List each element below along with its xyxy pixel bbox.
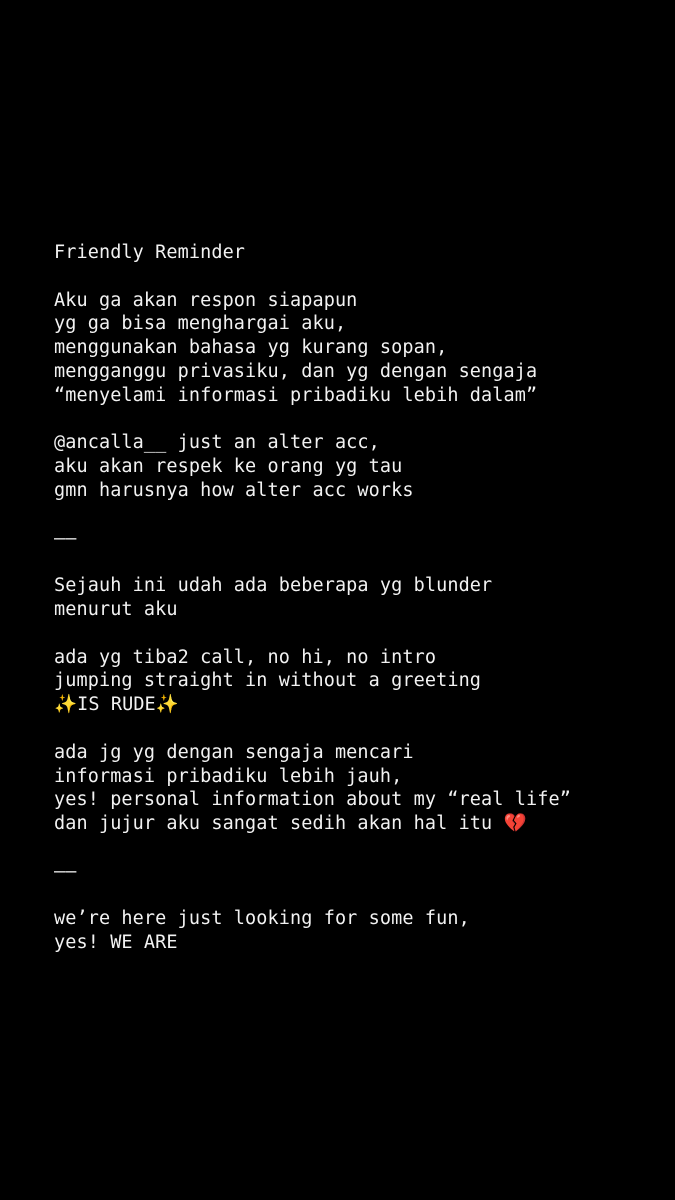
spacer	[54, 884, 654, 908]
story-divider: ——	[54, 860, 77, 882]
spacer	[54, 265, 654, 289]
spacer	[54, 503, 654, 527]
spacer	[54, 717, 654, 741]
story-line: @ancalla__ just an alter acc,	[54, 432, 380, 454]
story-line: “menyelami informasi pribadiku lebih dalam”	[54, 384, 538, 406]
story-line: aku akan respek ke orang yg tau	[54, 456, 403, 478]
spacer	[54, 622, 654, 646]
spacer	[54, 836, 654, 860]
story-line: yes! personal information about my “real life”	[54, 789, 571, 811]
story-line: ada jg yg dengan sengaja mencari	[54, 741, 414, 763]
story-title: Friendly Reminder	[54, 242, 246, 263]
spacer	[54, 550, 654, 574]
story-line: gmn harusnya how alter acc works	[54, 479, 414, 501]
story-line: Aku ga akan respon siapapun	[54, 289, 358, 311]
spacer	[54, 408, 654, 432]
story-divider: ——	[54, 527, 77, 549]
story-line: jumping straight in without a greeting	[54, 670, 482, 692]
story-line: yes! WE ARE	[54, 932, 178, 954]
story-line: we’re here just looking for some fun,	[54, 908, 470, 930]
story-line: informasi pribadiku lebih jauh,	[54, 765, 403, 787]
story-line: menggunakan bahasa yg kurang sopan,	[54, 337, 448, 359]
story-text-block	[54, 241, 654, 955]
story-line: Sejauh ini udah ada beberapa yg blunder	[54, 575, 493, 597]
story-line-broken-heart: dan jujur aku sangat sedih akan hal itu 💔	[54, 813, 527, 835]
story-line-sparkles: ✨IS RUDE✨	[54, 694, 179, 716]
story-line: ada yg tiba2 call, no hi, no intro	[54, 646, 437, 668]
story-line: menurut aku	[54, 598, 178, 620]
story-line: mengganggu privasiku, dan yg dengan sengaja	[54, 360, 538, 382]
story-line: yg ga bisa menghargai aku,	[54, 313, 347, 335]
